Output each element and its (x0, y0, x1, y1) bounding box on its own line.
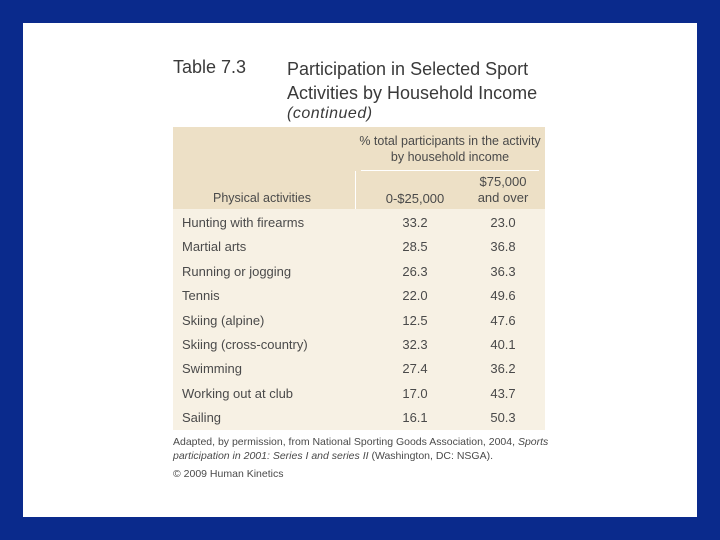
table-row (173, 335, 545, 359)
column-header-activity: Physical activities (213, 191, 311, 205)
table-row (173, 408, 545, 432)
table-row (173, 213, 545, 237)
low-income-cell: 16.1 (402, 410, 428, 426)
table-row (173, 359, 545, 383)
activity-cell: Working out at club (182, 385, 294, 401)
high-income-cell: 23.0 (490, 215, 516, 230)
low-income-cell: 32.3 (402, 336, 428, 352)
column-header-high-income-line1: $75,000 (479, 174, 527, 189)
low-income-cell: 22.0 (402, 288, 428, 304)
column-divider (355, 171, 356, 209)
activity-cell: Tennis (182, 288, 220, 304)
column-header-high-income (463, 174, 543, 206)
low-income-cell: 33.2 (402, 215, 428, 230)
high-income-cell: 36.3 (490, 263, 516, 279)
table-row (173, 384, 545, 408)
low-income-cell: 26.3 (402, 263, 428, 279)
activity-cell: Swimming (182, 361, 242, 377)
table-row (173, 237, 545, 261)
high-income-cell: 40.1 (490, 336, 516, 352)
table-row (173, 311, 545, 335)
table-row (173, 262, 545, 286)
table-row (173, 286, 545, 310)
table-continued-label: (continued) (287, 105, 373, 122)
low-income-cell: 27.4 (402, 361, 428, 377)
table-body (173, 213, 545, 433)
header-divider (361, 170, 539, 171)
high-income-cell: 36.8 (490, 239, 516, 255)
source-suffix: (Washington, DC: NSGA). (368, 450, 494, 462)
column-group-header: % total participants in the activity by household income (359, 134, 541, 164)
activity-cell: Martial arts (182, 239, 247, 255)
table-title: Participation in Selected Sport Activities by Household Income (287, 59, 538, 103)
table-header (173, 127, 545, 209)
slide (23, 23, 697, 517)
activity-cell: Skiing (alpine) (182, 312, 265, 328)
activity-cell: Running or jogging (182, 263, 292, 279)
data-table (173, 127, 545, 430)
column-header-low-income: 0-$25,000 (385, 191, 445, 206)
activity-cell: Skiing (cross-country) (182, 336, 308, 352)
low-income-cell: 28.5 (402, 239, 428, 255)
high-income-cell: 50.3 (490, 410, 516, 426)
high-income-cell: 49.6 (490, 288, 516, 304)
high-income-cell: 43.7 (490, 385, 516, 401)
high-income-cell: 36.2 (490, 361, 516, 377)
high-income-cell: 47.6 (490, 312, 516, 328)
source-prefix: Adapted, by permission, from National Sporting Goods Association, 2004, (173, 436, 518, 448)
activity-cell: Sailing (182, 410, 222, 426)
source-title: Sports participation in 2001: Series I and series II (173, 436, 549, 462)
table-number: Table 7.3 (173, 57, 247, 77)
low-income-cell: 17.0 (402, 385, 428, 401)
column-header-high-income-line2: and over (477, 190, 529, 205)
low-income-cell: 12.5 (402, 312, 428, 328)
source-note (173, 435, 553, 463)
copyright-note: © 2009 Human Kinetics (173, 468, 284, 480)
activity-cell: Hunting with firearms (182, 215, 305, 230)
